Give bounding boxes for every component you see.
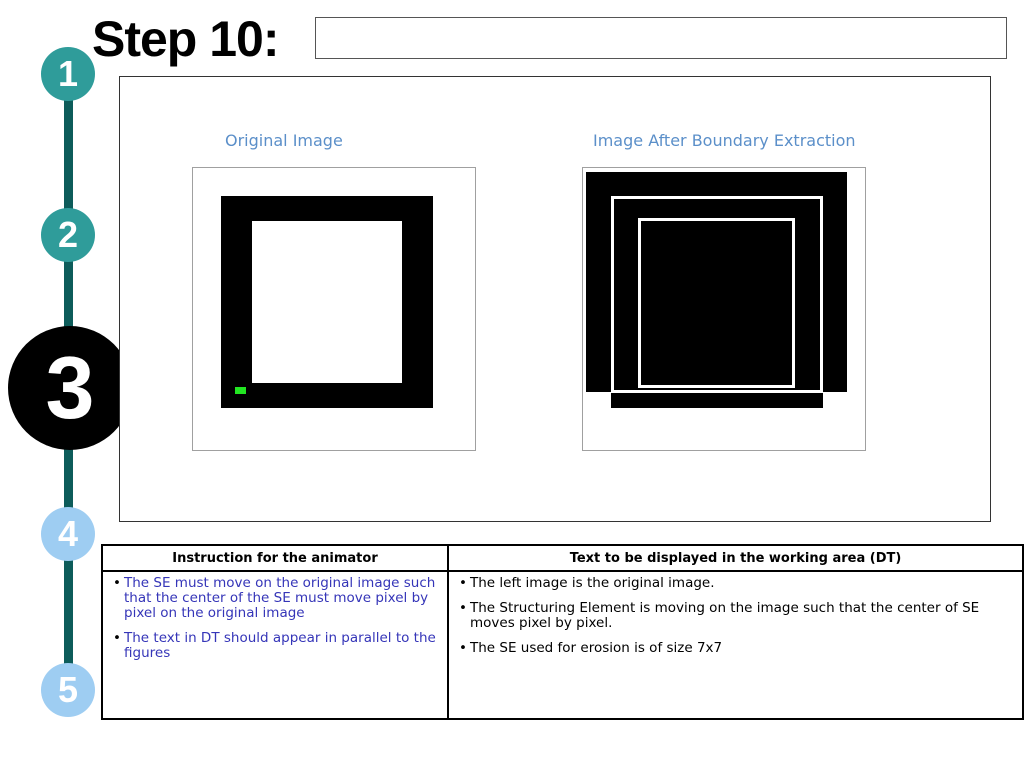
- working-area: [119, 76, 991, 522]
- page-title: Step 10:: [92, 11, 279, 67]
- animator-cell: [102, 571, 448, 719]
- dt-item: • The Structuring Element is moving on the image such that the center of SE moves pixel by pixel.: [459, 601, 1016, 631]
- animator-column-header: Instruction for the animator: [102, 545, 448, 571]
- original-square-black: [221, 196, 433, 408]
- dt-item: • The SE used for erosion is of size 7x7: [459, 641, 1016, 656]
- step-2-badge[interactable]: 2: [41, 208, 95, 262]
- dt-item: • The left image is the original image.: [459, 576, 1016, 591]
- original-square-hole: [252, 221, 402, 383]
- boundary-inner-line: [638, 218, 795, 388]
- step-3-badge-current[interactable]: 3: [8, 326, 132, 450]
- dt-column-header: Text to be displayed in the working area (DT): [448, 545, 1023, 571]
- title-text-box[interactable]: [315, 17, 1007, 59]
- dt-cell: [448, 571, 1023, 719]
- original-image-frame: [192, 167, 476, 451]
- instruction-table: [101, 544, 1024, 720]
- animator-item: • The SE must move on the original image such that the center of the SE must move pixel by pixel on the original image: [113, 576, 441, 621]
- structuring-element-marker[interactable]: [235, 387, 246, 394]
- step-4-badge[interactable]: 4: [41, 507, 95, 561]
- original-image-label: Original Image: [225, 131, 343, 150]
- animator-item: • The text in DT should appear in parallel to the figures: [113, 631, 441, 661]
- boundary-image-label: Image After Boundary Extraction: [593, 131, 856, 150]
- step-1-badge[interactable]: 1: [41, 47, 95, 101]
- step-5-badge[interactable]: 5: [41, 663, 95, 717]
- boundary-image-frame: [582, 167, 866, 451]
